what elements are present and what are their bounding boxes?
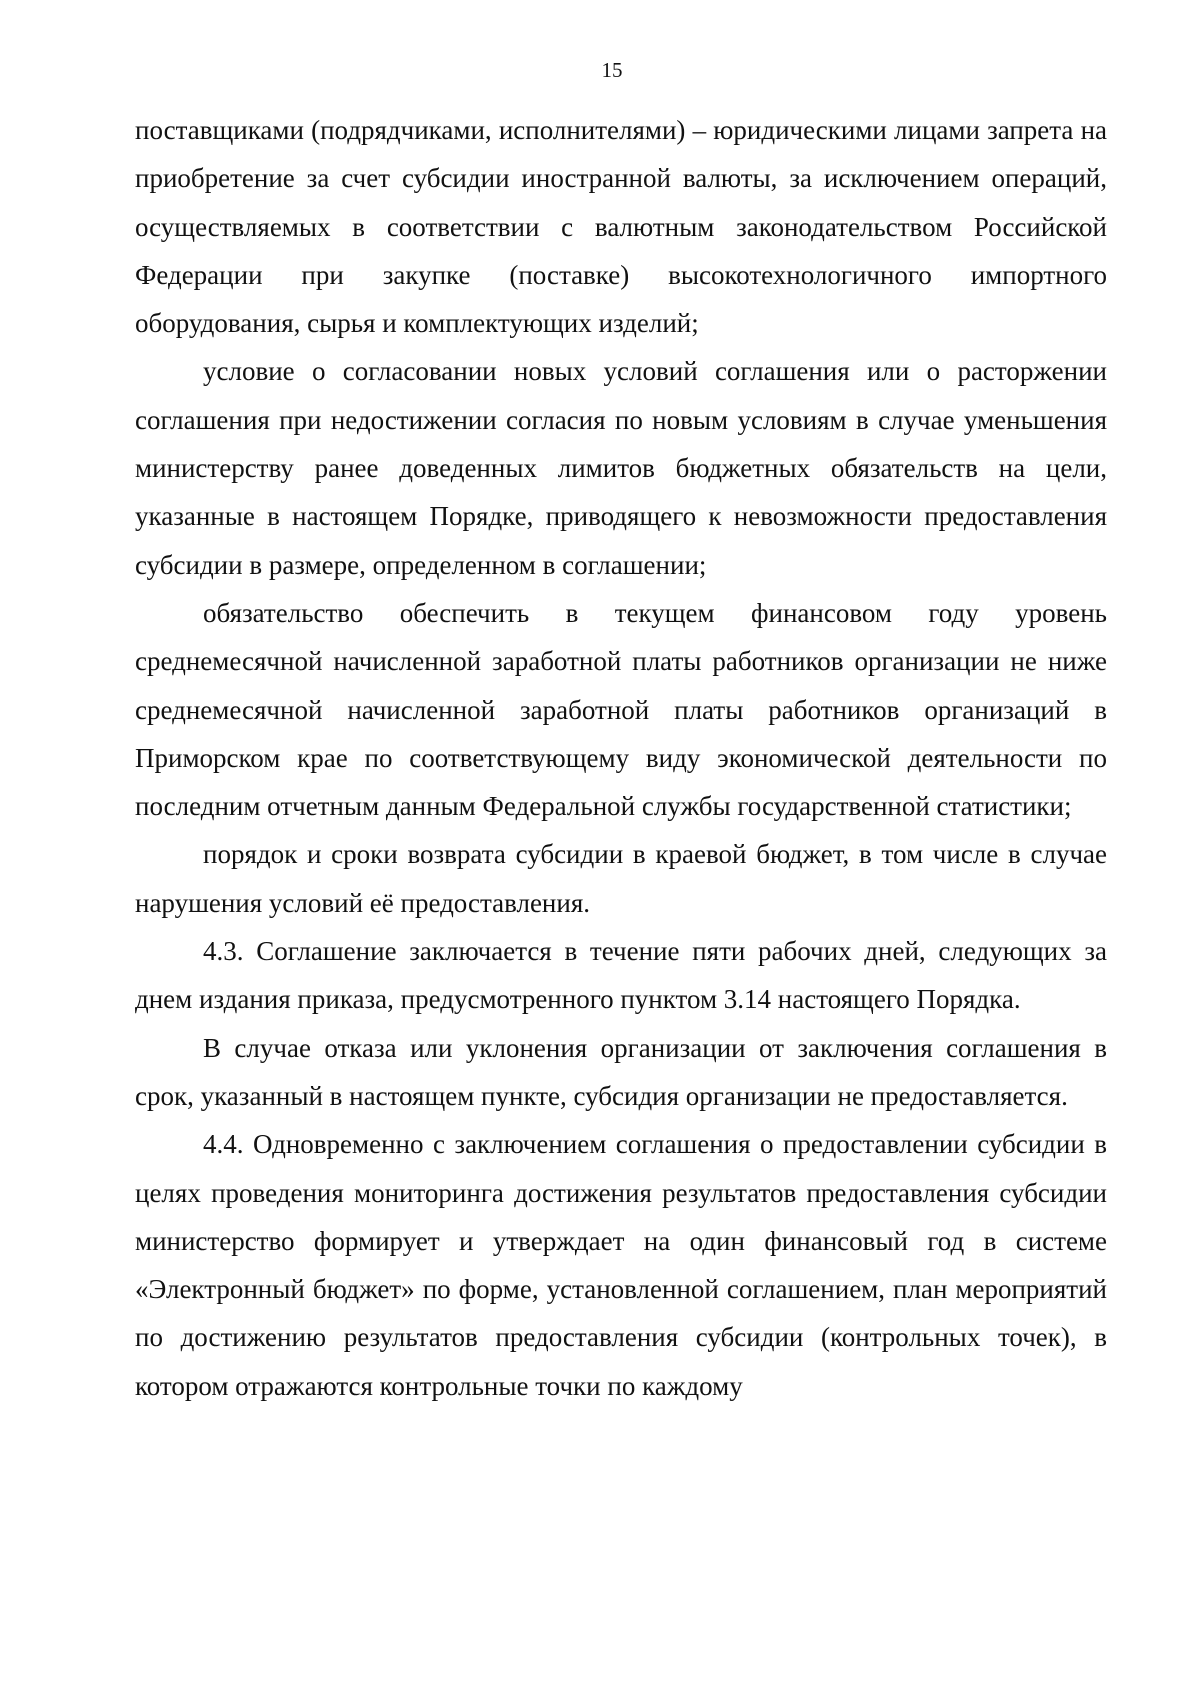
- page-number: 15: [601, 58, 623, 82]
- paragraph-salary-obligation: обязательство обеспечить в текущем финансовом году уровень среднемесячной начисленной заработной платы работников организации не ниже среднемесячной начисленной заработной платы работников организаций в Приморском крае по соответствующему виду экономической деятельности по последним отчетным данным Федеральной службы государственной статистики;: [135, 597, 1107, 822]
- body-text: [135, 106, 1107, 1410]
- paragraph-agreement-new-terms: условие о согласовании новых условий соглашения или о расторжении соглашения при недостижении согласия по новым условиям в случае уменьшения министерству ранее доведенных лимитов бюджетных обязательств на цели, указанные в настоящем Порядке, приводящего к невозможности предоставления субсидии в размере, определенном в соглашении;: [135, 356, 1107, 580]
- paragraph-refund-procedure: порядок и сроки возврата субсидии в краевой бюджет, в том числе в случае нарушения условий её предоставления.: [135, 839, 1107, 918]
- paragraph-refusal: В случае отказа или уклонения организации от заключения соглашения в срок, указанный в настоящем пункте, субсидия организации не предоставляется.: [135, 1032, 1107, 1111]
- paragraph-clause-4-3: 4.3. Соглашение заключается в течение пяти рабочих дней, следующих за днем издания приказа, предусмотренного пунктом 3.14 настоящего Порядка.: [135, 936, 1107, 1015]
- paragraph-suppliers-currency-ban: поставщиками (подрядчиками, исполнителями) – юридическими лицами запрета на приобретение за счет субсидии иностранной валюты, за исключением операций, осуществляемых в соответствии с валютным законодательством Российской Федерации при закупке (поставке) высокотехнологичного импортного оборудования, сырья и комплектующих изделий;: [135, 115, 1107, 339]
- paragraph-clause-4-4: 4.4. Одновременно с заключением соглашения о предоставлении субсидии в целях проведения мониторинга достижения результатов предоставления субсидии министерство формирует и утверждает на один финансовый год в системе «Электронный бюджет» по форме, установленной соглашением, план мероприятий по достижению результатов предоставления субсидии (контрольных точек), в котором отражаются контрольные точки по каждому: [135, 1129, 1107, 1401]
